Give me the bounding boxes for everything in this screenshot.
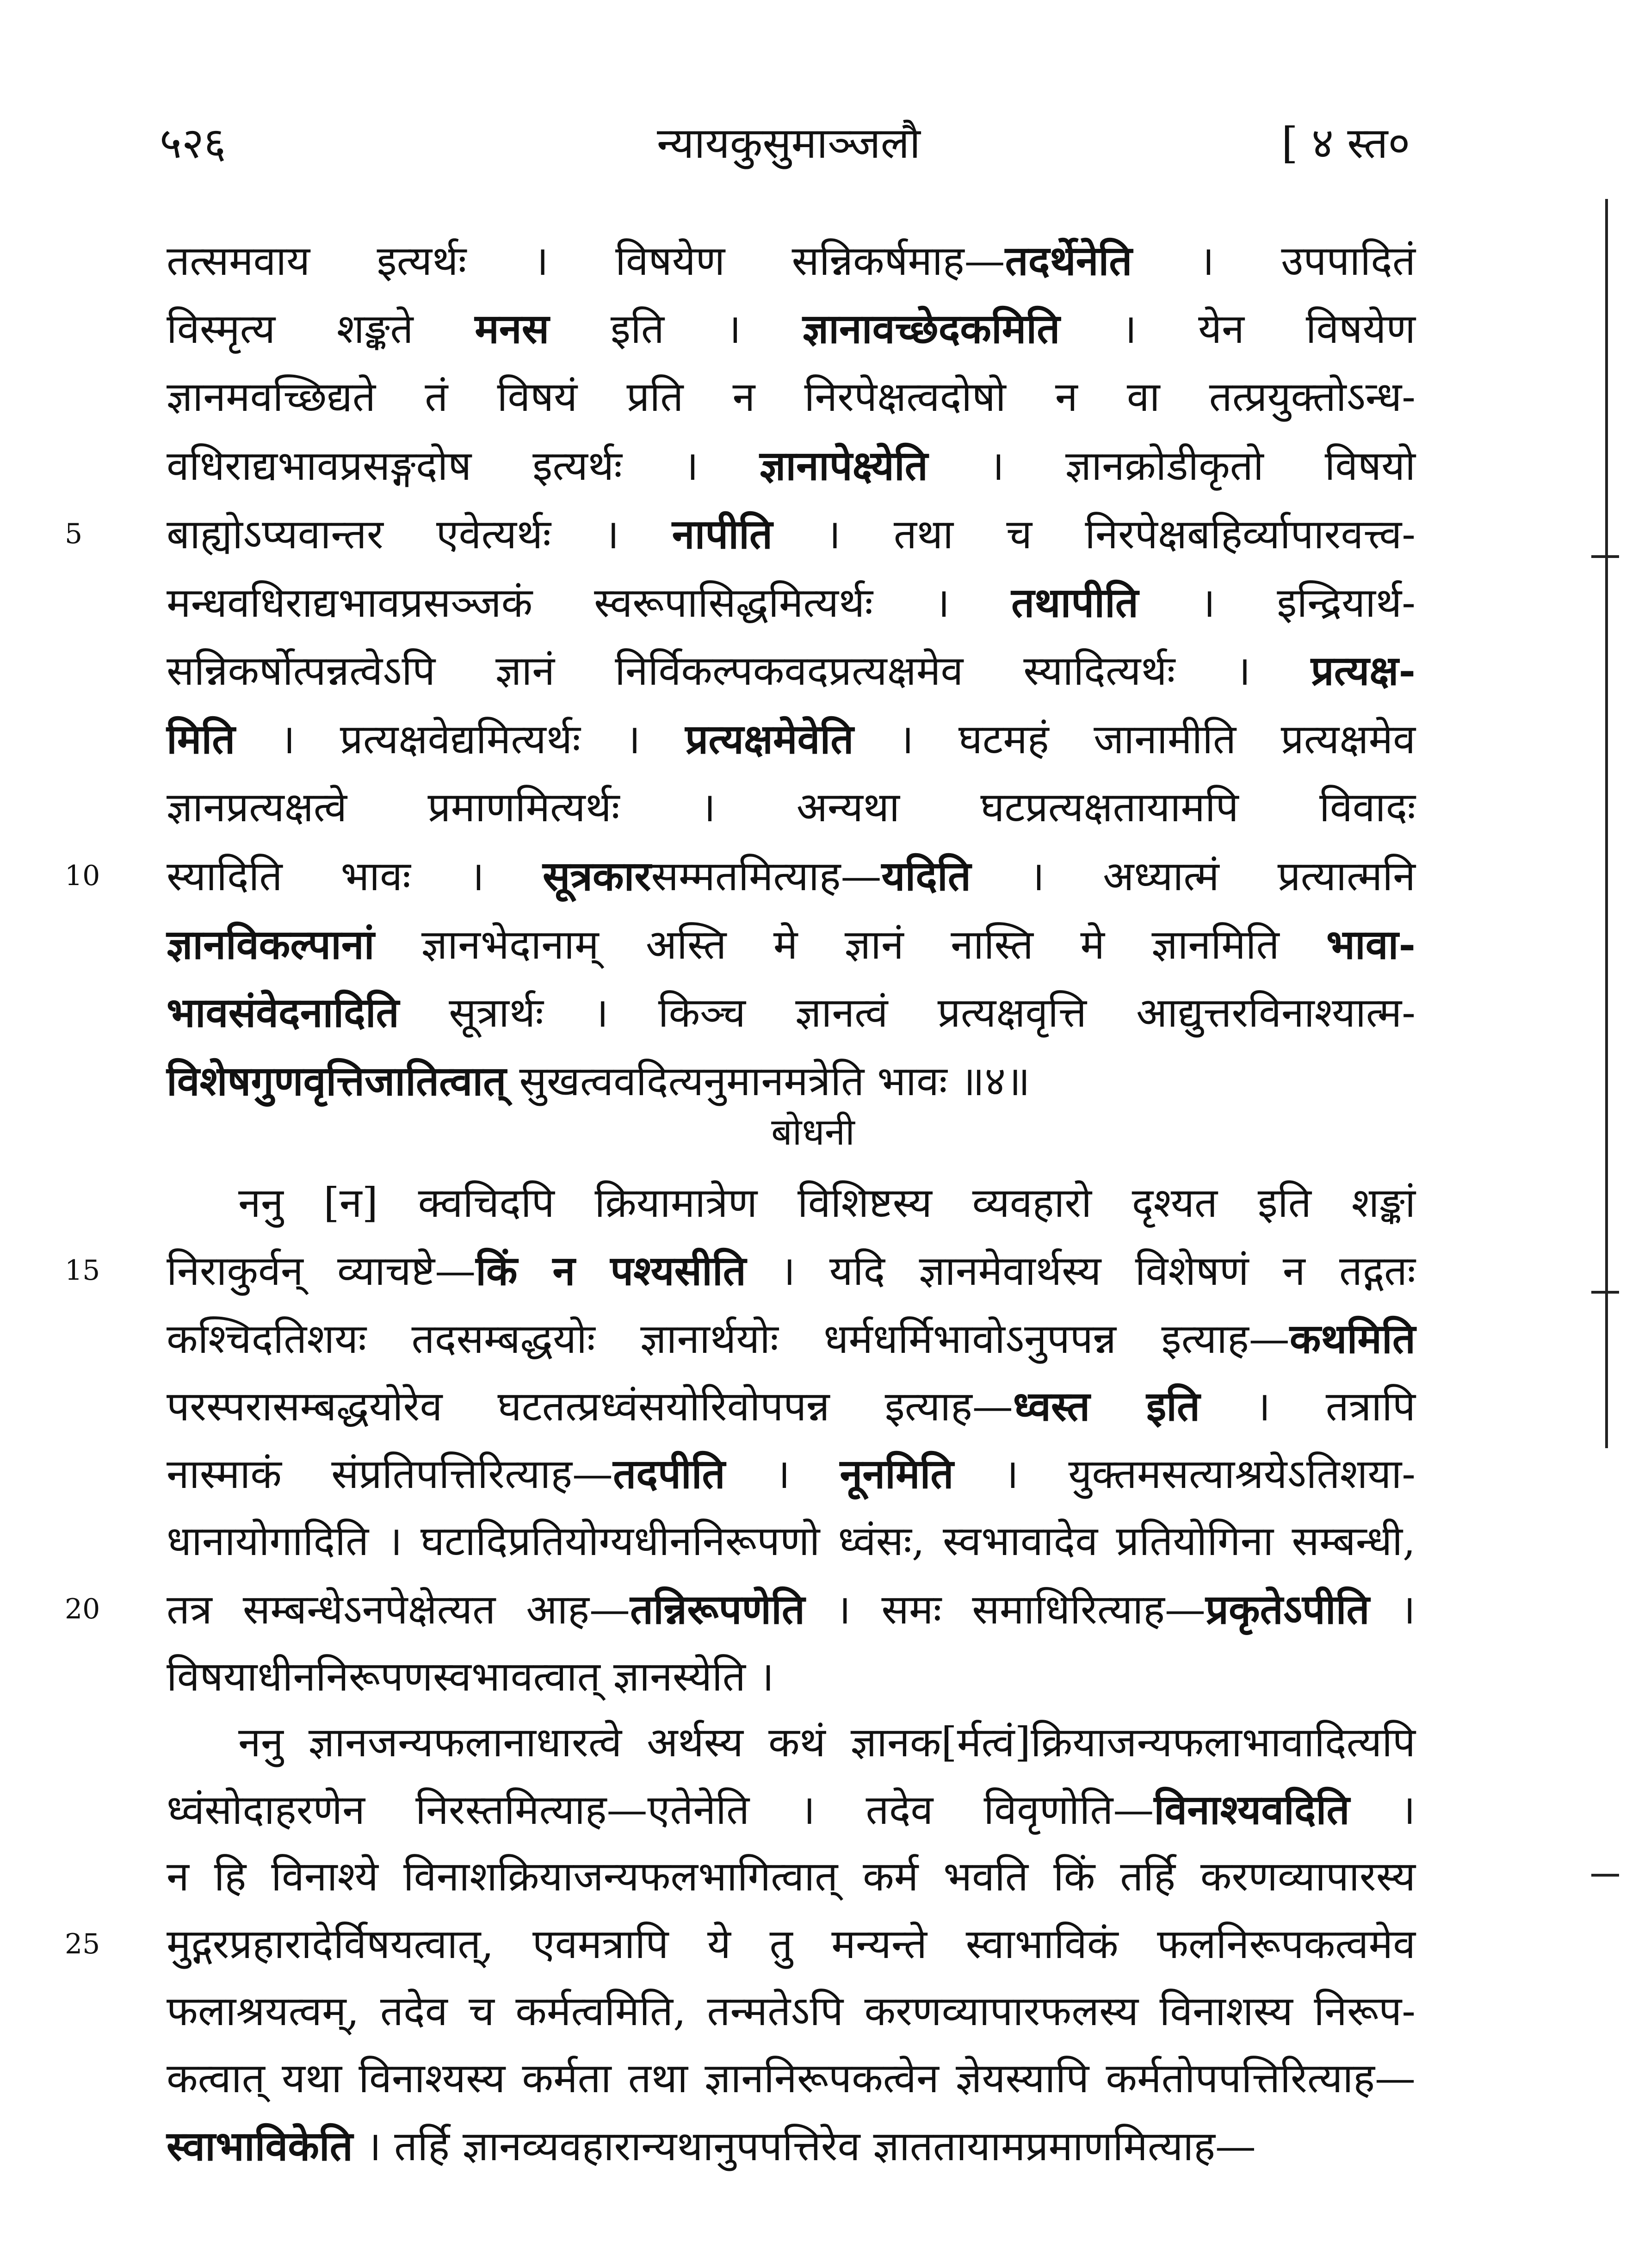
bold-lemma: किं न पश्यसीति bbox=[476, 1246, 746, 1295]
text-line bbox=[167, 1374, 1416, 1438]
bold-lemma: मिति bbox=[167, 715, 235, 763]
text-line bbox=[167, 1509, 1416, 1574]
bold-lemma: ध्वस्त इति bbox=[1013, 1382, 1200, 1430]
text-line bbox=[238, 1171, 1416, 1235]
bold-lemma: तदर्थेनेति bbox=[1005, 236, 1132, 285]
text-segment: नास्माकं संप्रतिपत्तिरित्याह— bbox=[167, 1450, 613, 1498]
text-segment: तत्र सम्बन्धेऽनपेक्षेत्यत आह— bbox=[167, 1586, 630, 1633]
bold-lemma: सूत्रकार bbox=[542, 852, 651, 900]
text-segment: सूत्रार्थः । किञ्च ज्ञानत्वं प्रत्यक्षवृत्ति आद्युत्तरविनाश्यात्म- bbox=[399, 989, 1416, 1036]
text-segment: स्यादिति भावः । bbox=[167, 852, 543, 900]
section-label: [ ४ स्त० bbox=[1281, 118, 1410, 168]
section-heading: बोधनी bbox=[771, 1110, 855, 1153]
text-line bbox=[167, 1777, 1416, 1842]
text-line bbox=[238, 1710, 1416, 1775]
bold-lemma: यदिति bbox=[881, 852, 971, 900]
bold-lemma: विनाश्यवदिति bbox=[1154, 1785, 1350, 1834]
text-segment: मन्धवधिराद्यभावप्रसञ्जकं स्वरूपासिद्धमित्यर्थः । bbox=[167, 579, 1012, 626]
text-segment: । घटमहं जानामीति प्रत्यक्षमेव bbox=[853, 715, 1416, 763]
text-segment: । अध्यात्मं प्रत्यात्मनि bbox=[971, 852, 1416, 900]
text-segment: बाह्योऽप्यवान्तर एवेत्यर्थः । bbox=[167, 510, 672, 558]
text-line bbox=[167, 1048, 1416, 1113]
text-line bbox=[167, 570, 1416, 635]
text-line bbox=[167, 433, 1416, 498]
text-segment: । ज्ञानक्रोडीकृतो विषयो bbox=[927, 442, 1416, 490]
text-line bbox=[167, 2046, 1416, 2111]
text-line bbox=[167, 1844, 1416, 1909]
text-line bbox=[167, 1441, 1416, 1506]
bold-lemma: तन्निरूपणेति bbox=[630, 1585, 805, 1633]
text-segment: । इन्द्रियार्थ- bbox=[1138, 579, 1416, 626]
bold-lemma: नूनमिति bbox=[840, 1450, 954, 1498]
text-segment: ध्वंसोदाहरणेन निरस्तमित्याह—एतेनेति । तदेव विवृणोति— bbox=[167, 1786, 1154, 1834]
margin-mark bbox=[1591, 1291, 1619, 1294]
text-segment: न हि विनाश्ये विनाशक्रियाजन्यफलभागित्वात् कर्म भवति किं तर्हि करणव्यापारस्य bbox=[167, 1853, 1416, 1900]
bold-lemma: मनस bbox=[475, 304, 550, 353]
margin-rule bbox=[1605, 199, 1608, 1448]
bold-lemma: प्रत्यक्ष- bbox=[1311, 646, 1416, 694]
line-number: 20 bbox=[65, 1593, 100, 1625]
text-segment: । प्रत्यक्षवेद्यमित्यर्थः । bbox=[235, 715, 686, 763]
text-segment: । bbox=[725, 1450, 840, 1498]
text-segment: सन्निकर्षोत्पन्नत्वेऽपि ज्ञानं निर्विकल्पकवदप्रत्यक्षमेव स्यादित्यर्थः । bbox=[167, 647, 1311, 694]
text-segment: । bbox=[1349, 1786, 1416, 1834]
text-segment: । यदि ज्ञानमेवार्थस्य विशेषणं न तद्गतः bbox=[746, 1247, 1416, 1295]
text-segment: । bbox=[1369, 1586, 1416, 1633]
text-line bbox=[167, 1912, 1416, 1977]
line-number: 10 bbox=[65, 860, 100, 892]
bold-lemma: तदपीति bbox=[613, 1450, 725, 1498]
text-line bbox=[167, 638, 1416, 703]
text-line bbox=[167, 912, 1416, 977]
text-segment: परस्परासम्बद्धयोरेव घटतत्प्रध्वंसयोरिवोपपन्न इत्याह— bbox=[167, 1382, 1013, 1430]
text-segment: । तथा च निरपेक्षबहिर्व्यापारवत्त्व- bbox=[773, 510, 1416, 558]
bold-lemma: तथापीति bbox=[1011, 578, 1139, 626]
bold-lemma: विशेषगुणवृत्तिजातित्वात् bbox=[167, 1057, 507, 1105]
text-segment: । समः समाधिरित्याह— bbox=[805, 1586, 1206, 1633]
text-segment: विषयाधीननिरूपणस्वभावत्वात् ज्ञानस्येति । bbox=[167, 1653, 774, 1700]
text-segment: । उपपादितं bbox=[1132, 237, 1416, 285]
bold-lemma: नापीति bbox=[672, 510, 773, 558]
line-number: 5 bbox=[65, 518, 83, 550]
text-segment: ज्ञानमवच्छिद्यते तं विषयं प्रति न निरपेक्षत्वदोषो न वा तत्प्रयुक्तोऽन्ध- bbox=[167, 373, 1416, 421]
text-segment: ननु ज्ञानजन्यफलानाधारत्वे अर्थस्य कथं ज्ञानक[र्मत्वं]क्रियाजन्यफलाभावादित्यपि bbox=[238, 1718, 1416, 1766]
book-title: न्यायकुसुमाञ्जलौ bbox=[657, 118, 921, 168]
text-segment: इति । bbox=[549, 305, 803, 353]
text-segment: कश्चिदतिशयः तदसम्बद्धयोः ज्ञानार्थयोः धर्मधर्मिभावोऽनुपपन्न इत्याह— bbox=[167, 1315, 1290, 1363]
text-segment: सम्मतमित्याह— bbox=[651, 852, 882, 900]
text-line bbox=[167, 2113, 1416, 2178]
text-line bbox=[167, 1577, 1416, 1642]
text-segment: । येन विषयेण bbox=[1060, 305, 1416, 353]
text-segment: फलाश्रयत्वम्, तदेव च कर्मत्वमिति, तन्मतेऽपि करणव्यापारफलस्य विनाशस्य निरूप- bbox=[167, 1987, 1416, 2035]
text-line bbox=[167, 843, 1416, 908]
text-segment: धानायोगादिति । घटादिप्रतियोग्यधीननिरूपणो ध्वंसः, स्वभावादेव प्रतियोगिना सम्बन्धी, bbox=[167, 1517, 1416, 1565]
bold-lemma: प्रकृतेऽपीति bbox=[1206, 1585, 1370, 1633]
text-line bbox=[167, 228, 1416, 293]
text-segment: तत्समवाय इत्यर्थः । विषयेण सन्निकर्षमाह— bbox=[167, 237, 1005, 285]
page-number: ५२६ bbox=[160, 118, 226, 168]
margin-mark bbox=[1591, 1874, 1619, 1877]
text-segment: । तर्हि ज्ञानव्यवहारान्यथानुपपत्तिरेव ज्ञाततायामप्रमाणमित्याह— bbox=[352, 2122, 1256, 2170]
text-line bbox=[167, 980, 1416, 1045]
text-line bbox=[167, 1644, 1416, 1709]
text-line bbox=[167, 1306, 1416, 1371]
bold-lemma: ज्ञानापेक्ष्येति bbox=[759, 441, 928, 490]
text-line bbox=[167, 1979, 1416, 2044]
text-segment: । तत्रापि bbox=[1200, 1382, 1416, 1430]
bold-lemma: प्रत्यक्षमेवेति bbox=[685, 715, 854, 763]
text-line bbox=[167, 502, 1416, 566]
text-segment: । युक्तमसत्याश्रयेऽतिशया- bbox=[953, 1450, 1416, 1498]
text-segment: मुद्गरप्रहारादेर्विषयत्वात्, एवमत्रापि ये तु मन्यन्ते स्वाभाविकं फलनिरूपकत्वमेव bbox=[167, 1920, 1416, 1968]
bold-lemma: ज्ञानविकल्पानां bbox=[167, 920, 375, 968]
text-line bbox=[167, 296, 1416, 361]
text-segment: सुखत्ववदित्यनुमानमत्रेति भावः ॥४॥ bbox=[506, 1057, 1030, 1105]
text-line bbox=[167, 1238, 1416, 1303]
text-segment: विस्मृत्य शङ्कते bbox=[167, 305, 475, 353]
line-number: 15 bbox=[65, 1254, 100, 1287]
text-segment: वधिराद्यभावप्रसङ्गदोष इत्यर्थः । bbox=[167, 442, 760, 490]
bold-lemma: कथमिति bbox=[1289, 1314, 1416, 1363]
bold-lemma: ज्ञानावच्छेदकमिति bbox=[802, 304, 1060, 353]
line-number: 25 bbox=[65, 1928, 100, 1960]
bold-lemma: भावसंवेदनादिति bbox=[167, 988, 399, 1036]
text-segment: ज्ञानभेदानाम् अस्ति मे ज्ञानं नास्ति मे ज्ञानमिति bbox=[374, 921, 1327, 968]
bold-lemma: भावा- bbox=[1326, 920, 1416, 968]
text-segment: ज्ञानप्रत्यक्षत्वे प्रमाणमित्यर्थः । अन्यथा घटप्रत्यक्षतायामपि विवादः bbox=[167, 783, 1416, 831]
text-segment: कत्वात् यथा विनाश्यस्य कर्मता तथा ज्ञाननिरूपकत्वेन ज्ञेयस्यापि कर्मतोपपत्तिरित्याह— bbox=[167, 2054, 1416, 2102]
text-line bbox=[167, 706, 1416, 771]
text-segment: निराकुर्वन् व्याचष्टे— bbox=[167, 1247, 476, 1295]
margin-mark bbox=[1591, 555, 1619, 558]
text-line bbox=[167, 775, 1416, 840]
text-segment: ननु [न] क्वचिदपि क्रियामात्रेण विशिष्टस्य व्यवहारो दृश्यत इति शङ्कां bbox=[238, 1179, 1416, 1227]
text-line bbox=[167, 365, 1416, 429]
bold-lemma: स्वाभाविकेति bbox=[167, 2122, 353, 2170]
